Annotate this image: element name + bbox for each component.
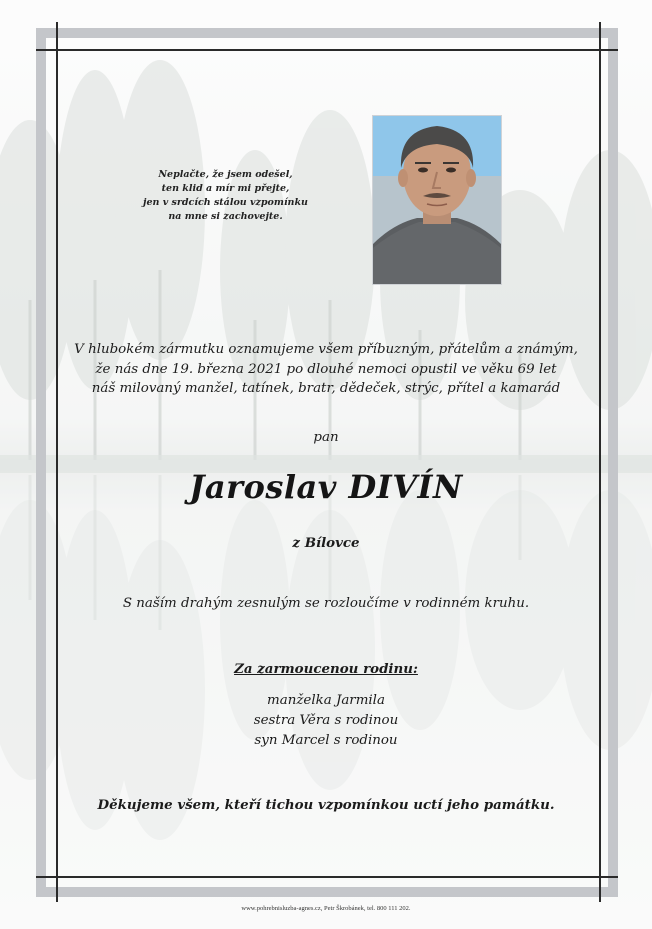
quote-line: Neplačte, že jsem odešel, bbox=[158, 169, 293, 180]
announcement-line: náš milovaný manžel, tatínek, bratr, dědeček, strýc, přítel a kamarád bbox=[91, 381, 561, 396]
portrait-photo bbox=[372, 115, 502, 285]
announcement-text bbox=[60, 340, 592, 399]
family-member: syn Marcel s rodinou bbox=[254, 733, 398, 748]
frame-top-line bbox=[36, 49, 618, 51]
frame-bottom-bar bbox=[36, 887, 618, 897]
frame-top-bar bbox=[36, 28, 618, 38]
portrait-illustration bbox=[373, 116, 501, 284]
quote-line: na mne si zachovejte. bbox=[168, 211, 283, 222]
family-member: manželka Jarmila bbox=[267, 693, 385, 708]
frame-right-bar bbox=[608, 28, 618, 897]
frame-left-line bbox=[56, 22, 58, 902]
frame-right-line bbox=[599, 22, 601, 902]
frame-left-bar bbox=[36, 28, 46, 897]
family-members bbox=[0, 691, 652, 751]
thanks-text: Děkujeme všem, kteří tichou vzpomínkou uctí jeho památku. bbox=[97, 797, 555, 813]
deceased-name: Jaroslav DIVÍN bbox=[189, 468, 463, 506]
memorial-quote bbox=[128, 168, 323, 224]
place-of-origin: z Bílovce bbox=[292, 535, 360, 551]
frame-bottom-line bbox=[36, 876, 618, 878]
family-heading: Za zarmoucenou rodinu: bbox=[234, 661, 418, 677]
quote-line: ten klid a mír mi přejte, bbox=[161, 183, 290, 194]
funeral-service-footer: www.pohrebnisluzba-agnes.cz, Petr Škrobánek, tel. 800 111 202. bbox=[241, 905, 411, 912]
announcement-line: že nás dne 19. března 2021 po dlouhé nemoci opustil ve věku 69 let bbox=[95, 361, 557, 377]
farewell-text: S naším drahým zesnulým se rozloučíme v rodinném kruhu. bbox=[122, 596, 530, 611]
family-member: sestra Věra s rodinou bbox=[253, 713, 399, 728]
announcement-line: V hlubokém zármutku oznamujeme všem příbuzným, přátelům a známým, bbox=[74, 342, 578, 357]
title-pan: pan bbox=[313, 430, 339, 445]
quote-line: jen v srdcích stálou vzpomínku bbox=[143, 197, 308, 208]
